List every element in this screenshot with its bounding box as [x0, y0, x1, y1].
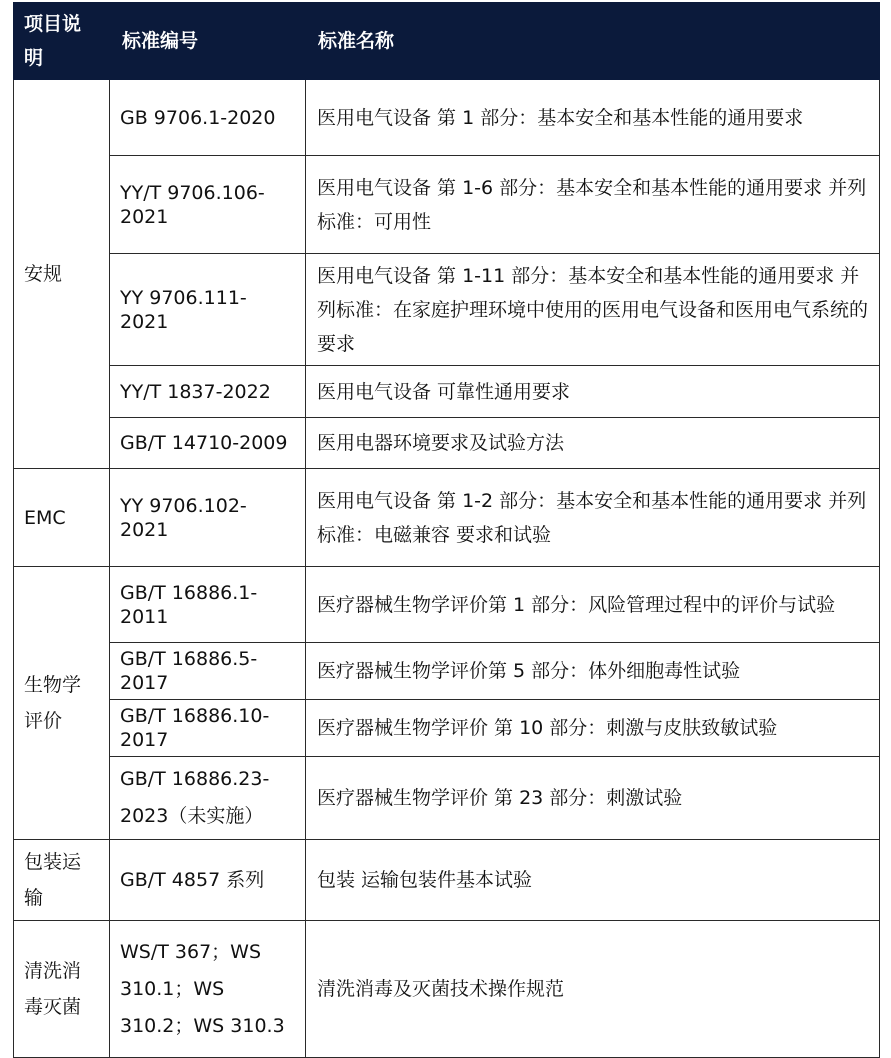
category-cell: 清洗消毒灭菌	[14, 921, 110, 1058]
standard-name-cell: 医疗器械生物学评价 第 23 部分：刺激试验	[306, 757, 880, 840]
standard-name-cell: 医用电气设备 第 1 部分：基本安全和基本性能的通用要求	[306, 80, 880, 156]
standard-code-cell: YY 9706.111-2021	[110, 254, 306, 366]
table-row	[14, 156, 880, 254]
standard-code-cell: GB/T 4857 系列	[110, 840, 306, 921]
standard-name-cell: 医疗器械生物学评价第 1 部分：风险管理过程中的评价与试验	[306, 567, 880, 643]
table-row	[14, 921, 880, 1058]
table-row	[14, 700, 880, 757]
table-row	[14, 254, 880, 366]
standard-name-cell: 医疗器械生物学评价 第 10 部分：刺激与皮肤致敏试验	[306, 700, 880, 757]
standard-code-cell: GB/T 16886.5-2017	[110, 643, 306, 700]
table-row	[14, 757, 880, 840]
standard-code-cell: GB/T 16886.10-2017	[110, 700, 306, 757]
standard-code-cell: YY 9706.102-2021	[110, 469, 306, 567]
standard-name-cell: 医用电器环境要求及试验方法	[306, 418, 880, 469]
category-cell: 包装运输	[14, 840, 110, 921]
header-standard-name: 标准名称	[306, 3, 880, 80]
standard-code-cell: GB/T 16886.1-2011	[110, 567, 306, 643]
table-row	[14, 469, 880, 567]
header-standard-code: 标准编号	[110, 3, 306, 80]
table-row	[14, 366, 880, 418]
category-cell: EMC	[14, 469, 110, 567]
standard-code-cell: YY/T 1837-2022	[110, 366, 306, 418]
standard-name-cell: 医用电气设备 第 1-6 部分：基本安全和基本性能的通用要求 并列标准：可用性	[306, 156, 880, 254]
category-cell: 生物学评价	[14, 567, 110, 840]
standard-code-cell: GB/T 14710-2009	[110, 418, 306, 469]
standard-name-cell: 清洗消毒及灭菌技术操作规范	[306, 921, 880, 1058]
header-row	[14, 3, 880, 80]
standard-name-cell: 包装 运输包装件基本试验	[306, 840, 880, 921]
standards-table	[13, 2, 880, 1058]
standard-code-cell: GB 9706.1-2020	[110, 80, 306, 156]
standard-name-cell: 医疗器械生物学评价第 5 部分：体外细胞毒性试验	[306, 643, 880, 700]
table-row	[14, 418, 880, 469]
standard-name-cell: 医用电气设备 可靠性通用要求	[306, 366, 880, 418]
standard-name-cell: 医用电气设备 第 1-2 部分：基本安全和基本性能的通用要求 并列标准：电磁兼容 要求和试验	[306, 469, 880, 567]
table-row	[14, 567, 880, 643]
table-row	[14, 80, 880, 156]
table-row	[14, 643, 880, 700]
standard-code-cell: YY/T 9706.106-2021	[110, 156, 306, 254]
table-row	[14, 840, 880, 921]
category-cell: 安规	[14, 80, 110, 469]
standard-name-cell: 医用电气设备 第 1-11 部分：基本安全和基本性能的通用要求 并列标准：在家庭护理环境中使用的医用电气设备和医用电气系统的要求	[306, 254, 880, 366]
header-item-desc: 项目说明	[14, 3, 110, 80]
standard-code-cell: GB/T 16886.23-2023（未实施）	[110, 757, 306, 840]
standard-code-cell: WS/T 367；WS 310.1；WS 310.2；WS 310.3	[110, 921, 306, 1058]
